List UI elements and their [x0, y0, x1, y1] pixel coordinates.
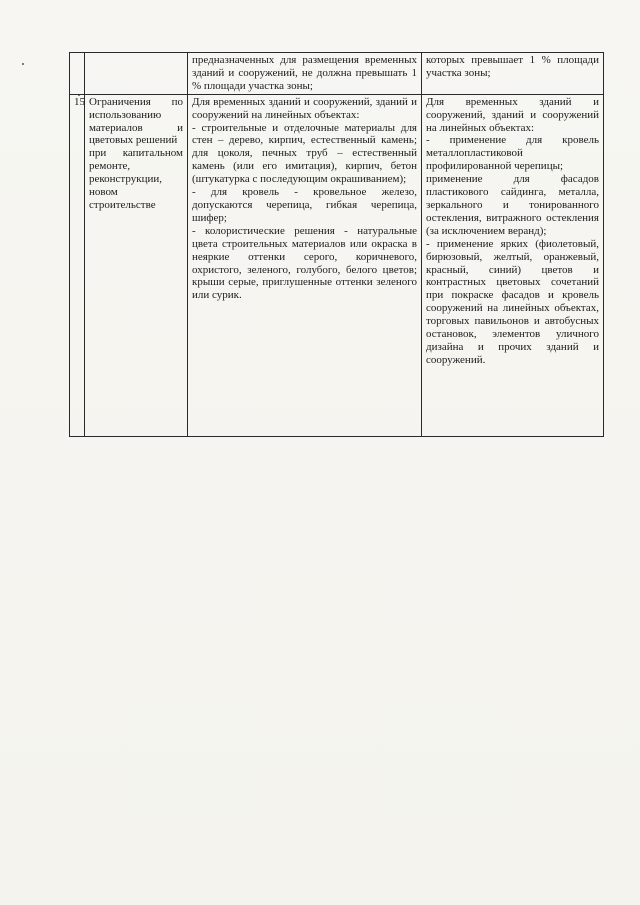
restriction-name-line: ремонте, — [89, 160, 131, 173]
restriction-name-line: строительстве — [89, 198, 156, 211]
requirements-cell — [188, 94, 422, 436]
prohibition-paragraph: Для временных зданий и сооружений, зданий и сооружений на линейных объектах: — [426, 95, 599, 134]
prohibitions-cell — [422, 94, 604, 436]
table-row — [70, 94, 604, 436]
restriction-name-line: материалов и — [89, 121, 183, 134]
restriction-name-line: при капитальном — [89, 147, 183, 160]
restriction-name-cell — [85, 94, 188, 436]
prohibition-paragraph: применение для фасадов пластикового сайдинга, металла, зеркального и тонированного остекления, витражного остекления (за исключением веранд); — [426, 173, 599, 237]
table-row — [70, 53, 604, 95]
restriction-name-line: цветовых решений — [89, 134, 178, 147]
restriction-name-cell — [85, 53, 188, 95]
restriction-name-line: новом — [89, 186, 118, 199]
row-number-cell — [70, 53, 85, 95]
prohibition-paragraph: - применение ярких (фиолетовый, бирюзовый, желтый, оранжевый, красный, синий) цветов и контрастных цветовых сочетаний при покраске фасадов и кровель сооружений на линейных объектах, торговых павильонов и автобусных остановок, элементов уличного дизайна и прочих зданий и сооружений. — [426, 237, 599, 366]
restriction-name-line: использованию — [89, 108, 162, 121]
requirement-paragraph: Для временных зданий и сооружений, зданий и сооружений на линейных объектах: — [192, 95, 417, 121]
requirement-paragraph: - для кровель - кровельное железо, допускаются черепица, гибкая черепица, шифер; — [192, 186, 417, 224]
requirement-paragraph: - колористические решения - натуральные цвета строительных материалов или окраска в неяркие оттенки серого, коричневого, охристого, зеленого, голубого, белого цветов; крыши серые, приглушенные оттенки зеленого или сурик. — [192, 224, 417, 302]
requirements-cell: предназначенных для размещения временных зданий и сооружений, не должна превышать 1 % площади участка зоны; — [188, 53, 422, 95]
prohibitions-cell: которых превышает 1 % площади участка зоны; — [422, 53, 604, 95]
row-number-cell: 15 — [70, 94, 85, 436]
regulations-table — [69, 52, 604, 437]
restriction-name-line: реконструкции, — [89, 173, 162, 186]
restriction-name-line: Ограничения по — [89, 95, 183, 108]
prohibition-paragraph: - применение для кровель металлопластиковой профилированной черепицы; — [426, 134, 599, 173]
scan-speck — [22, 63, 24, 65]
requirement-paragraph: - строительные и отделочные материалы для стен – дерево, кирпич, естественный камень; для цоколя, печных труб – естественный камень (или его имитация), кирпич, бетон (штукатурка с последующим окрашиванием); — [192, 121, 417, 186]
